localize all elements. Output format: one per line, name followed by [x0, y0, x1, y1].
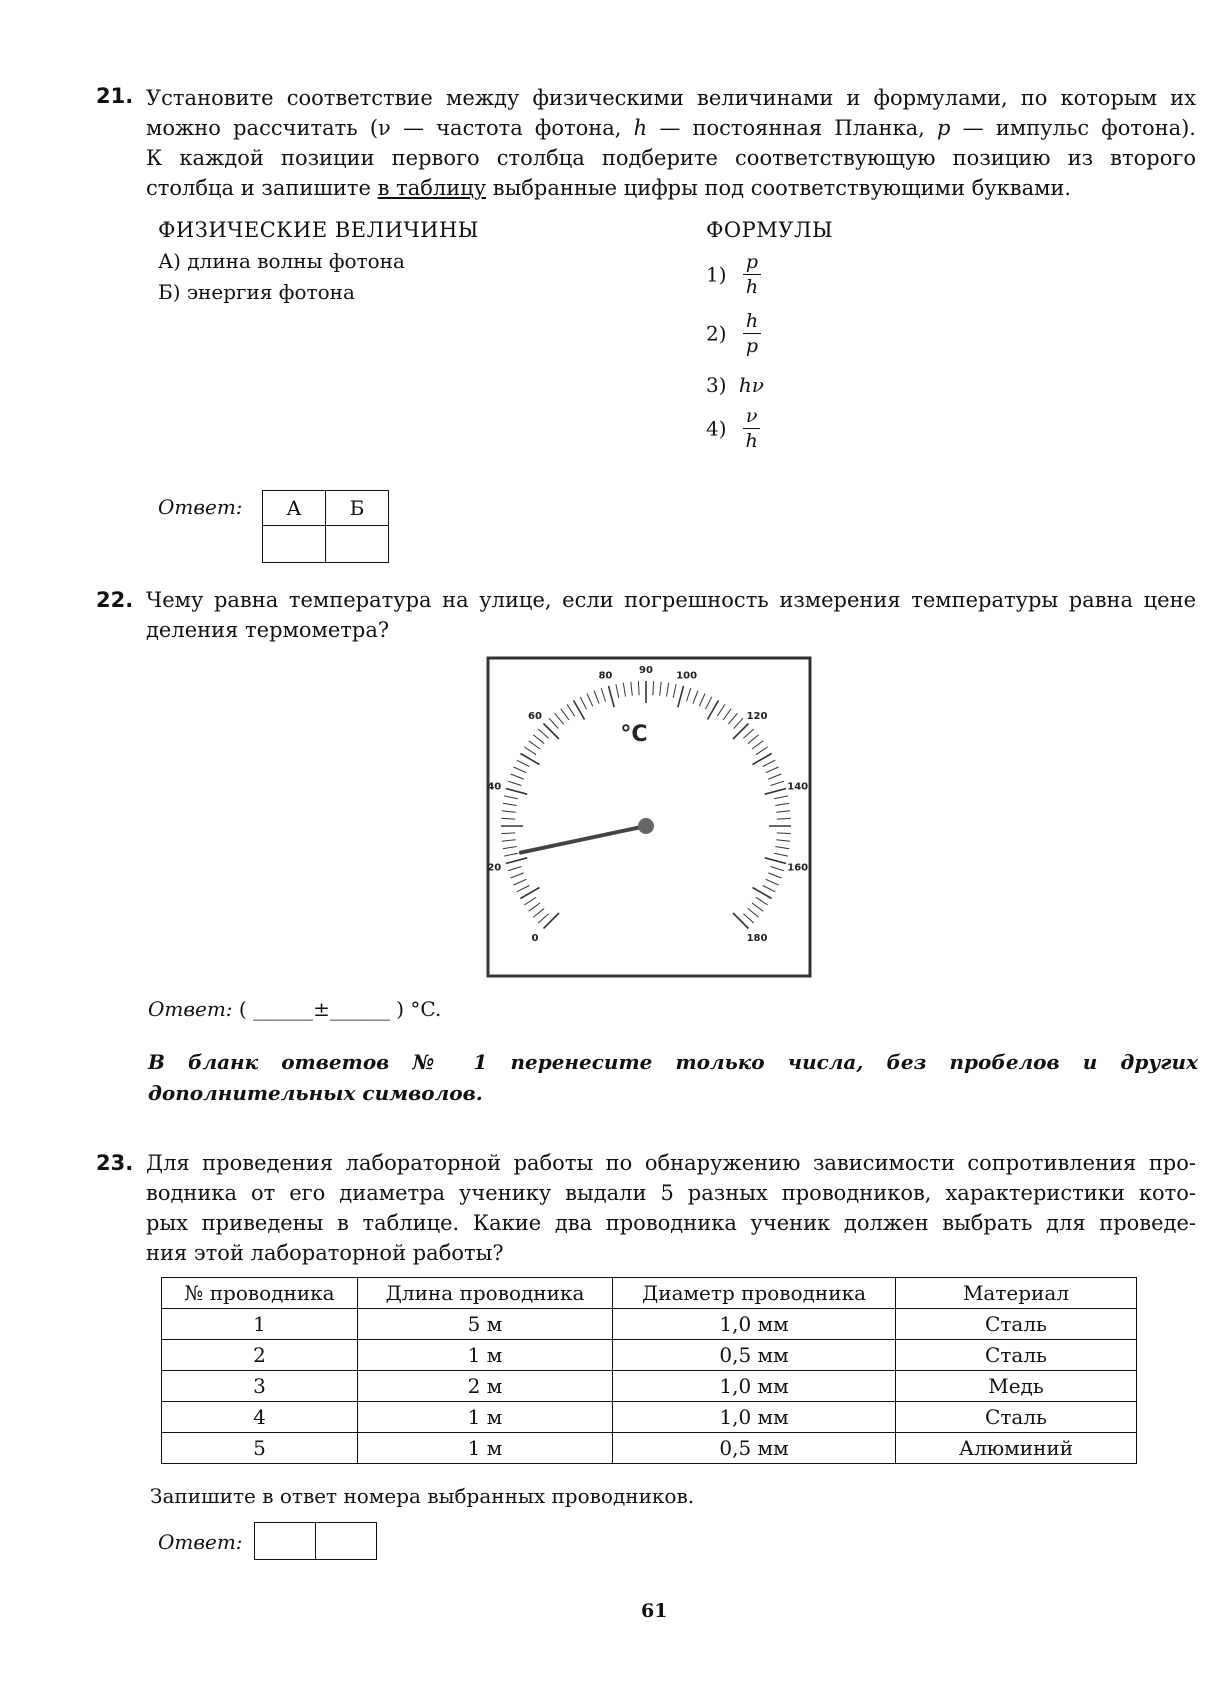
scale-tick [777, 818, 791, 819]
scale-label: 100 [676, 670, 698, 682]
question-23-line-2: водника от его диаметра ученику выдали 5 разных проводников, характеристики кото- [146, 1181, 1196, 1205]
table-cell: 3 [162, 1371, 358, 1402]
table-cell: 1 [162, 1309, 358, 1340]
table-header-row [162, 1278, 1137, 1309]
page-number: 61 [641, 1600, 668, 1622]
table-row [162, 1402, 1137, 1433]
table-cell: Сталь [896, 1309, 1137, 1340]
table-cell: Сталь [896, 1340, 1137, 1371]
formula-1-numerator: p [743, 250, 761, 275]
scale-tick [638, 681, 639, 695]
table-row [162, 1340, 1137, 1371]
table-row [162, 1371, 1137, 1402]
formula-4-denominator: h [745, 430, 758, 452]
column-header: № проводника [162, 1278, 358, 1309]
table-row [162, 1309, 1137, 1340]
formula-3-expression: hν [738, 373, 764, 397]
table-cell: 1 м [358, 1433, 613, 1464]
table-cell: 0,5 мм [613, 1340, 896, 1371]
thermometer-unit: °C [620, 722, 648, 747]
question-22-line-2: деления термометра? [146, 618, 390, 642]
table-row [162, 1433, 1137, 1464]
question-23-line-1: Для проведения лабораторной работы по обнаружению зависимости сопротивления про- [146, 1151, 1196, 1175]
question-23-instruction: Запишите в ответ номера выбранных проводников. [150, 1484, 695, 1508]
table-cell: 5 [162, 1433, 358, 1464]
formula-1: 1) $\frac{p}{h}$ [706, 250, 761, 299]
answer-table-21 [262, 490, 389, 563]
column-header: Материал [896, 1278, 1137, 1309]
answer-cell-1[interactable] [255, 1523, 316, 1560]
formulas-header: ФОРМУЛЫ [706, 218, 834, 242]
answer-form-note: В бланк ответов № 1 перенесите только числа, без пробелов и других дополнительных символов. [148, 1050, 1198, 1105]
answer-table-23 [254, 1522, 377, 1560]
scale-tick [501, 833, 515, 834]
thermometer-frame [488, 658, 810, 976]
column-header: Диаметр проводника [613, 1278, 896, 1309]
answer-column-b: Б [326, 491, 389, 526]
answer-line-22: Ответ: ( ______±______ ) °C. [148, 997, 442, 1021]
answer-label-22: Ответ: [148, 997, 233, 1021]
answer-cell-a[interactable] [263, 526, 326, 563]
table-cell: 2 [162, 1340, 358, 1371]
scale-label: 140 [787, 781, 809, 793]
answer-cell-b[interactable] [326, 526, 389, 563]
table-cell: 1,0 мм [613, 1309, 896, 1340]
question-22-text [146, 585, 1196, 645]
scale-label: 120 [746, 711, 768, 722]
question-22-number: 22. [96, 588, 134, 612]
quantity-item-a: А) длина волны фотона [158, 249, 405, 273]
question-23-line-4: ния этой лабораторной работы? [146, 1241, 504, 1265]
table-cell: 5 м [358, 1309, 613, 1340]
question-21-line-4: столбца и запишите в таблицу выбранные цифры под соответствующими буквами. [146, 176, 1072, 200]
quantity-item-b: Б) энергия фотона [158, 280, 355, 304]
scale-label: 0 [531, 933, 539, 944]
scale-label: 60 [528, 711, 542, 722]
scale-label: 90 [639, 665, 653, 676]
column-header: Длина проводника [358, 1278, 613, 1309]
table-cell: 2 м [358, 1371, 613, 1402]
scale-label: 180 [746, 933, 768, 944]
answer-label-23: Ответ: [158, 1530, 243, 1554]
answer-column-a: А [263, 491, 326, 526]
question-21-line-1: Установите соответствие между физическими величинами и формулами, по которым их [146, 86, 1196, 110]
answer-label-21: Ответ: [158, 495, 243, 519]
formula-4: 4) $\frac{\nu}{h}$ [706, 404, 760, 453]
scale-tick [777, 833, 791, 834]
question-21-line-3: К каждой позиции первого столбца подберите соответствующую позицию из второго [146, 146, 1196, 170]
table-cell: 1,0 мм [613, 1402, 896, 1433]
scale-label: 20 [487, 862, 502, 874]
thermometer-dial [486, 656, 812, 978]
table-cell: Алюминий [896, 1433, 1137, 1464]
question-21-number: 21. [96, 84, 134, 108]
scale-label: 80 [598, 670, 613, 682]
question-22-line-1: Чему равна температура на улице, если погрешность измерения температуры равна цене [146, 588, 1196, 612]
table-cell: 4 [162, 1402, 358, 1433]
answer-cell-2[interactable] [316, 1523, 377, 1560]
scale-tick [653, 681, 654, 695]
table-cell: 1,0 мм [613, 1371, 896, 1402]
thermometer-pivot [638, 818, 654, 834]
question-23-number: 23. [96, 1151, 134, 1175]
table-cell: 1 м [358, 1340, 613, 1371]
scale-tick [501, 818, 515, 819]
formula-2-numerator: h [743, 309, 761, 334]
table-cell: 1 м [358, 1402, 613, 1433]
question-21-text [146, 83, 1196, 203]
formula-4-numerator: ν [743, 404, 761, 429]
formula-1-denominator: h [745, 276, 759, 298]
scale-label: 160 [787, 862, 809, 874]
table-cell: 0,5 мм [613, 1433, 896, 1464]
formula-2-denominator: p [745, 335, 759, 357]
question-23-text [146, 1148, 1196, 1268]
scale-label: 40 [487, 781, 502, 793]
formula-2: 2) $\frac{h}{p}$ [706, 309, 761, 358]
plus-minus-sign: ± [313, 997, 330, 1021]
table-cell: Сталь [896, 1402, 1137, 1433]
formula-3: 3) hν [706, 373, 764, 397]
physical-quantities-header: ФИЗИЧЕСКИЕ ВЕЛИЧИНЫ [158, 218, 479, 242]
question-23-line-3: рых приведены в таблице. Какие два проводника ученик должен выбрать для проведе- [146, 1211, 1196, 1235]
conductors-table [161, 1277, 1137, 1464]
question-21-line-2: можно рассчитать (ν — частота фотона, h — постоянная Планка, p — импульс фотона). [146, 116, 1196, 140]
table-cell: Медь [896, 1371, 1137, 1402]
